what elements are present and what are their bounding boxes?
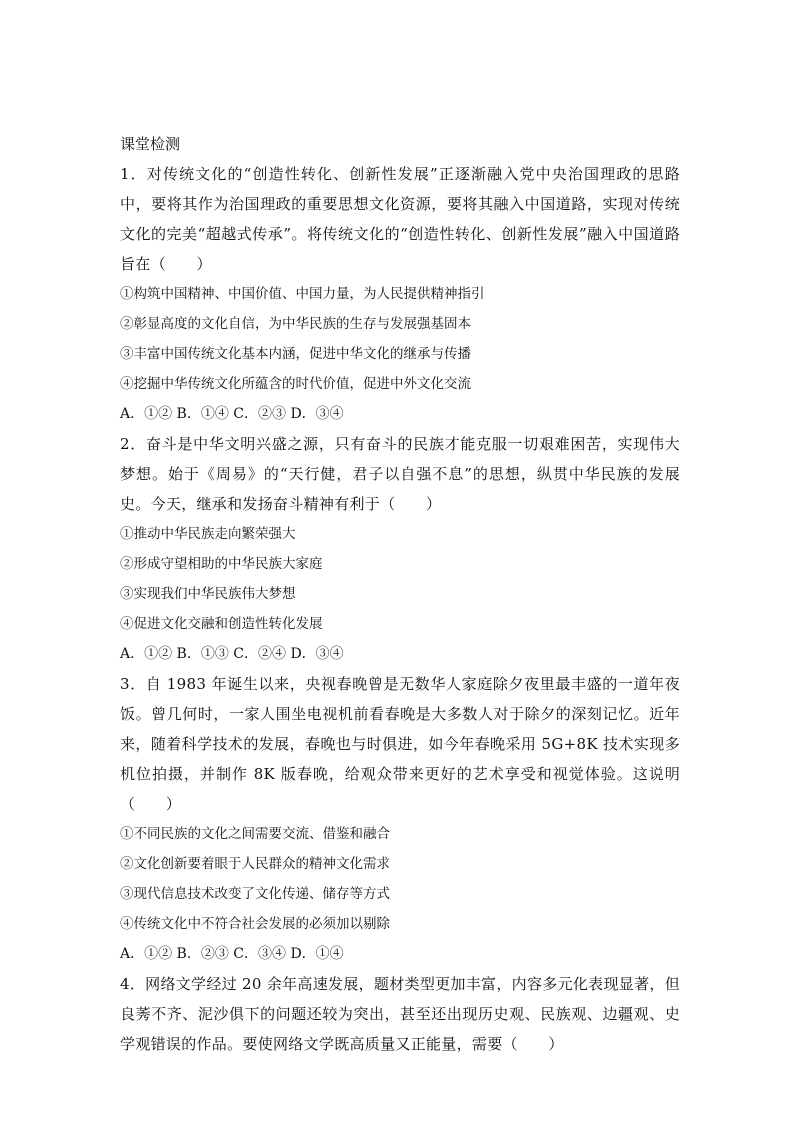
question-stem: 1．对传统文化的“创造性转化、创新性发展”正逐渐融入党中央治国理政的思路中，要将其作为治国理政的重要思想文化资源，要将其融入中国道路，实现对传统文化的完美“超越式传承”。将传统文化的“创造性转化、创新性发展”融入中国道路旨在（ ） [120, 165, 680, 273]
option-statement: ①不同民族的文化之间需要交流、借鉴和融合 [120, 826, 390, 842]
option-statement: ④促进文化交融和创造性转化发展 [120, 616, 323, 632]
answer-choices: A．①② B．①③ C．②④ D．③④ [120, 646, 344, 662]
option-statement: ②形成守望相助的中华民族大家庭 [120, 556, 323, 572]
section-heading: 课堂检测 [120, 135, 181, 153]
option-statement: ④挖掘中华传统文化所蕴含的时代价值，促进中外文化交流 [120, 376, 471, 392]
option-statement: ③实现我们中华民族伟大梦想 [120, 586, 296, 602]
answer-choices: A．①② B．①④ C．②③ D．③④ [120, 406, 344, 422]
option-statement: ②文化创新要着眼于人民群众的精神文化需求 [120, 856, 390, 872]
option-statement: ③现代信息技术改变了文化传递、储存等方式 [120, 886, 390, 902]
option-statement: ①推动中华民族走向繁荣强大 [120, 526, 296, 542]
question-4 [120, 969, 680, 1059]
answer-choices: A．①② B．②③ C．③④ D．①④ [120, 946, 344, 962]
question-stem: 2．奋斗是中华文明兴盛之源，只有奋斗的民族才能克服一切艰难困苦，实现伟大梦想。始于《周易》的“天行健，君子以自强不息”的思想，纵贯中华民族的发展史。今天，继承和发扬奋斗精神有利于（ ） [120, 435, 680, 513]
question-3 [120, 669, 680, 969]
option-statement: ①构筑中国精神、中国价值、中国力量，为人民提供精神指引 [120, 286, 485, 302]
question-2 [120, 429, 680, 669]
question-1 [120, 159, 680, 429]
question-stem: 3．自 1983 年诞生以来，央视春晚曾是无数华人家庭除夕夜里最丰盛的一道年夜饭。曾几何时，一家人围坐电视机前看春晚是大多数人对于除夕的深刻记忆。近年来，随着科学技术的发展，春晚也与时俱进，如今年春晚采用 5G+8K 技术实现多机位拍摄，并制作 8K 版春晚，给观众带来更好的艺术享受和视觉体验。这说明（ ） [120, 675, 680, 813]
question-stem: 4．网络文学经过 20 余年高速发展，题材类型更加丰富，内容多元化表现显著，但良莠不齐、泥沙俱下的问题还较为突出，甚至还出现历史观、民族观、边疆观、史学观错误的作品。要使网络文学既高质量又正能量，需要（ ） [120, 975, 680, 1053]
worksheet-page [120, 129, 680, 1059]
option-statement: ③丰富中国传统文化基本内涵，促进中华文化的继承与传播 [120, 346, 471, 362]
option-statement: ②彰显高度的文化自信，为中华民族的生存与发展强基固本 [120, 316, 471, 332]
option-statement: ④传统文化中不符合社会发展的必须加以剔除 [120, 916, 390, 932]
